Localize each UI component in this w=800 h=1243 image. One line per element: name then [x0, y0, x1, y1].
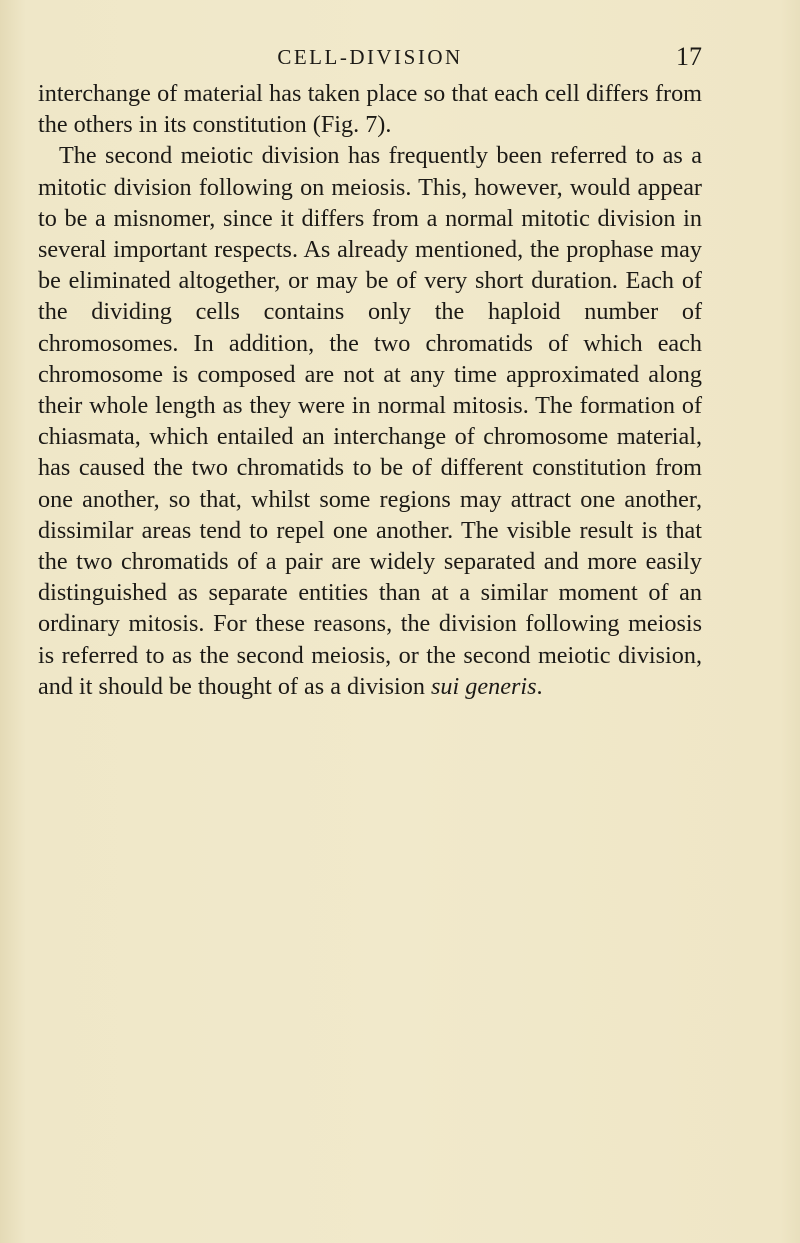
page-number: 17	[676, 42, 702, 71]
paragraph-second-meiotic-division	[38, 140, 702, 702]
running-title: CELL-DIVISION	[277, 45, 463, 69]
italic-term: sui generis	[431, 672, 537, 700]
paragraph-text: The second meiotic division has frequently been referred to as a mitotic division following on meiosis. This, however, would appear to be a misnomer, since it differs from a normal mitotic division in several important respects. As already mentioned, the prophase may be eliminated altogether, or may be of very short duration. Each of the dividing cells contains only the haploid number of chromosomes. In addition, the two chromatids of which each chromosome is composed are not at any time approximated along their whole length as they were in normal mitosis. The formation of chiasmata, which entailed an interchange of chromosome material, has caused the two chromatids to be of different constitution from one another, so that, whilst some regions may attract one another, dissimilar areas tend to repel one another. The visible result is that the two chromatids of a pair are widely separated and more easily distinguished as separate entities than at a similar moment of an ordinary mitosis. For these reasons, the division following meiosis is referred to as the second meiosis, or the second meiotic division, and it should be thought of as a division	[38, 142, 702, 700]
running-head	[38, 40, 702, 74]
paragraph-continuation: interchange of material has taken place so that each cell differs from the others in its constitution (Fig. 7).	[38, 80, 702, 139]
body-text	[38, 78, 702, 702]
paragraph-end-punctuation: .	[536, 672, 543, 700]
